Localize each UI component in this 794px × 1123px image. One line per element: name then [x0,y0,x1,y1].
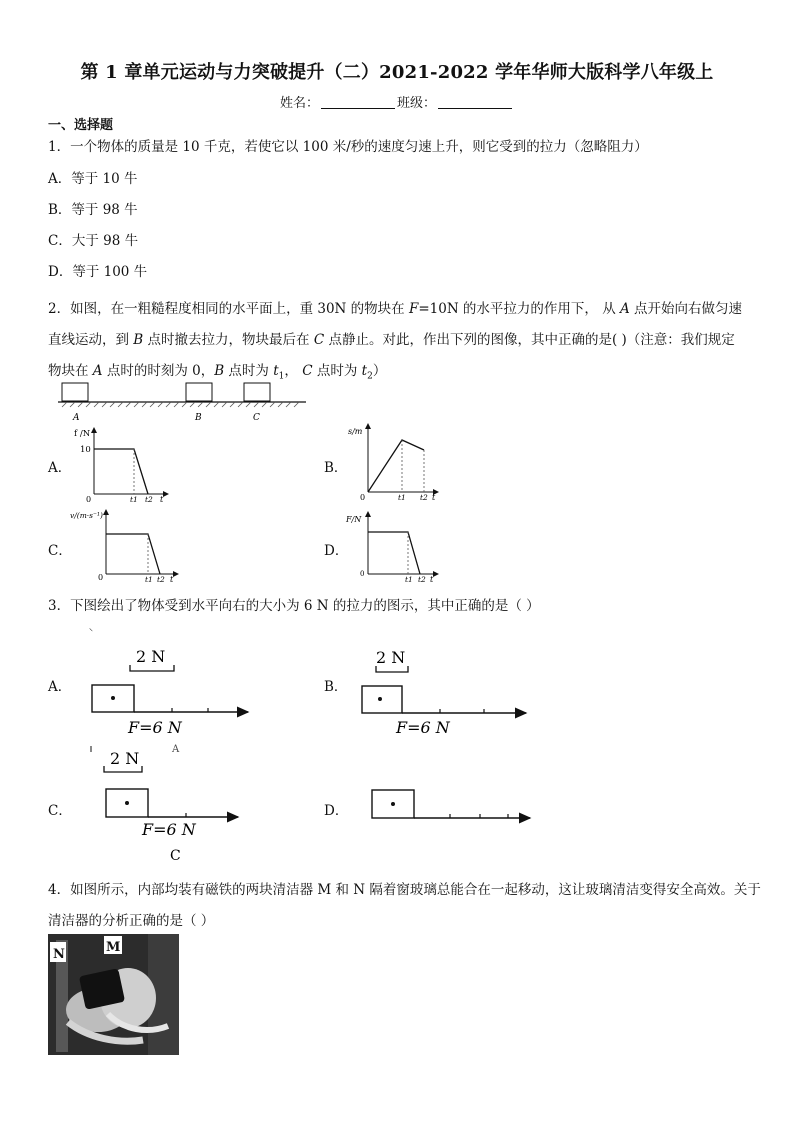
svg-text:v/(m·s⁻¹): v/(m·s⁻¹) [70,511,103,520]
svg-text:t1: t1 [145,575,153,584]
svg-text:0: 0 [86,495,92,504]
block-c [244,383,270,401]
q2-graph-a[interactable] [72,424,182,504]
q1-option-b[interactable]: B．等于 98 牛 [48,202,138,218]
photo-label-m: M [106,940,121,955]
photo-label-n: N [53,947,65,962]
class-label: 班级： [397,96,437,111]
q3-stem: 3．下图绘出了物体受到水平向右的大小为 6 N 的拉力的图示，其中正确的是（ ） [48,598,540,614]
q2-track-diagram [58,380,308,424]
q3-option-b-label[interactable]: B． [324,679,348,695]
q3-option-c-label[interactable]: C． [48,803,72,819]
q1-option-d[interactable]: D．等于 100 牛 [48,264,148,280]
q2-option-b-label[interactable]: B． [324,460,348,476]
svg-text:t1: t1 [398,493,406,502]
graph-d-line [368,532,420,574]
graph-c-line [106,534,160,574]
svg-text:2 N: 2 N [110,749,140,768]
svg-text:F=6 N: F=6 N [396,718,450,737]
svg-text:2 N: 2 N [376,648,406,667]
q3-option-d-label[interactable]: D． [324,803,349,819]
svg-text:2 N: 2 N [136,647,166,666]
q3-diagram-a[interactable] [80,622,260,752]
svg-text:t: t [430,575,434,584]
section-title: 一、选择题 [48,118,114,133]
q2-graph-d[interactable] [344,508,448,588]
q2-option-a-label[interactable]: A． [48,460,72,476]
svg-text:F/N: F/N [346,515,362,524]
q1-stem: 1．一个物体的质量是 10 千克，若使它以 100 米/秒的速度匀速上升，则它受到的拉力（忽略阻力） [48,139,648,155]
cleaner-photo-illustration [48,934,179,1055]
q2-graph-b[interactable] [346,420,450,504]
svg-text:t: t [160,495,164,504]
name-class-line [0,92,794,111]
q4-cleaner-photo [48,934,179,1055]
q1-option-c[interactable]: C．大于 98 牛 [48,233,139,249]
track-label-a: A [73,413,80,423]
name-label: 姓名： [279,96,319,111]
svg-text:t1: t1 [405,575,413,584]
q3-a-mark: ⸌ [89,627,93,636]
svg-text:t2: t2 [157,575,165,584]
name-blank[interactable] [321,108,395,109]
q1-option-a[interactable]: A．等于 10 牛 [48,171,138,187]
q4-stem: 4．如图所示，内部均装有磁铁的两块清洁器 M 和 N 隔着窗玻璃总能合在一起移动，这让玻璃清洁变得安全高效。关于清洁器的分析正确的是（ ） [48,882,761,929]
graph-a-line [94,449,148,494]
svg-text:0: 0 [98,573,104,582]
q2-option-c-label[interactable]: C． [48,543,72,559]
svg-text:t: t [432,493,436,502]
svg-text:C: C [170,848,181,864]
ground-hatch [62,402,299,407]
q3-option-a-label[interactable]: A． [48,679,72,695]
class-blank[interactable] [438,108,512,109]
svg-text:t2: t2 [145,495,153,504]
svg-text:0: 0 [360,570,365,578]
q3-diagram-d[interactable] [362,784,534,828]
svg-text:F=6 N: F=6 N [142,820,196,839]
q2-option-d-label[interactable]: D． [324,543,349,559]
page-title: 第 1 章单元运动与力突破提升（二）2021-2022 学年华师大版科学八年级上 [80,62,714,83]
q2-stem: 2．如图，在一粗糙程度相同的水平面上，重 30N 的物块在 F=10N 的水平拉力的作用下， 从 A 点开始向右做匀速直线运动，到 B 点时撤去拉力，物块最后在 C 点静止。对此，作出下列的图像，其中正确的是( )（注意：我们规定物块在 A 点时的时刻为 0，B 点时为 $t_1$， C 点时为 $t_2$） [48,301,743,382]
block-a [62,383,88,401]
svg-text:10: 10 [80,445,91,455]
q3-diagram-c[interactable] [90,746,250,866]
track-label-b: B [195,413,202,423]
track-label-c: C [253,413,260,423]
svg-text:s/m: s/m [348,427,363,436]
q3-diagram-b[interactable] [350,642,535,742]
svg-text:t: t [170,575,174,584]
svg-text:f /N: f /N [74,429,91,439]
q2-graph-c[interactable] [68,506,188,586]
svg-text:t1: t1 [130,495,138,504]
svg-text:A: A [172,744,180,752]
svg-text:F=6 N: F=6 N [128,718,182,737]
svg-text:t2: t2 [418,575,426,584]
svg-text:t2: t2 [420,493,428,502]
svg-text:0: 0 [360,493,366,502]
graph-b-line [368,440,424,492]
block-b [186,383,212,401]
